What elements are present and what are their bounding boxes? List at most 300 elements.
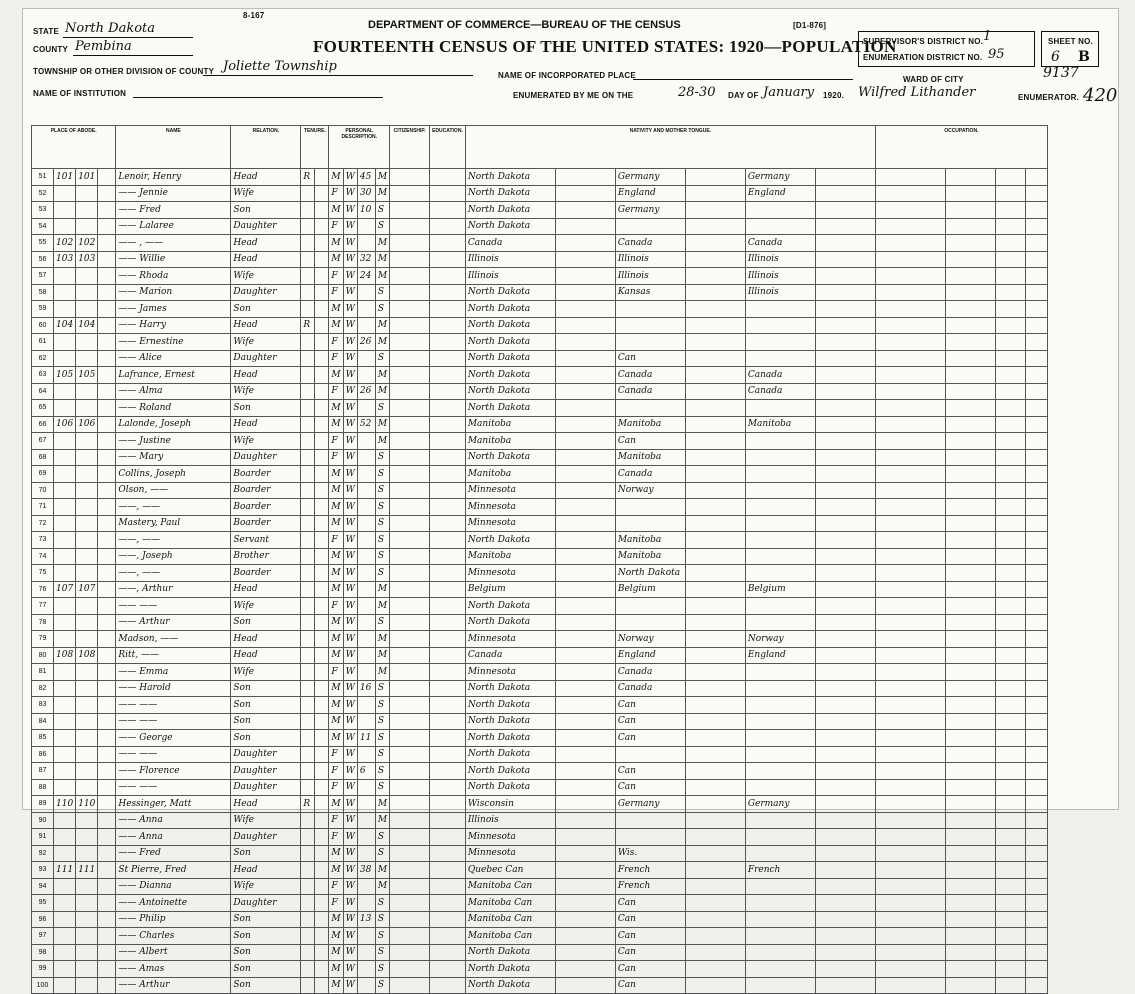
tenure bbox=[301, 647, 315, 664]
mother-tongue bbox=[555, 763, 615, 780]
citizenship bbox=[390, 334, 430, 351]
person-name: —— —— bbox=[116, 779, 231, 796]
father-birthplace: Can bbox=[615, 763, 685, 780]
father-tongue bbox=[685, 581, 745, 598]
relation: Son bbox=[231, 697, 301, 714]
tenure bbox=[301, 680, 315, 697]
dwelling-number bbox=[54, 631, 76, 648]
extra bbox=[1025, 185, 1047, 202]
blank bbox=[315, 680, 329, 697]
father-tongue bbox=[685, 449, 745, 466]
education bbox=[430, 779, 466, 796]
sex: M bbox=[329, 466, 343, 483]
relation: Son bbox=[231, 713, 301, 730]
employer bbox=[995, 482, 1025, 499]
tenure bbox=[301, 878, 315, 895]
extra bbox=[1025, 251, 1047, 268]
mother-tongue bbox=[555, 251, 615, 268]
blank bbox=[98, 532, 116, 549]
dwelling-number bbox=[54, 350, 76, 367]
blank bbox=[315, 400, 329, 417]
industry bbox=[945, 598, 995, 615]
race: W bbox=[343, 499, 357, 516]
race: W bbox=[343, 746, 357, 763]
race: W bbox=[343, 301, 357, 318]
tenure: R bbox=[301, 169, 315, 186]
relation: Son bbox=[231, 911, 301, 928]
family-number bbox=[76, 449, 98, 466]
col-place-of-abode: PLACE OF ABODE. bbox=[32, 126, 116, 169]
employer bbox=[995, 581, 1025, 598]
age bbox=[357, 647, 375, 664]
mother-tongue bbox=[555, 581, 615, 598]
father-birthplace: Manitoba bbox=[615, 532, 685, 549]
dwelling-number bbox=[54, 763, 76, 780]
race: W bbox=[343, 961, 357, 978]
person-name: —— Rhoda bbox=[116, 268, 231, 285]
dwelling-number bbox=[54, 680, 76, 697]
citizenship bbox=[390, 911, 430, 928]
mother-birthplace bbox=[745, 697, 815, 714]
occupation bbox=[875, 301, 945, 318]
father-tongue bbox=[685, 383, 745, 400]
father-tongue bbox=[685, 961, 745, 978]
citizenship bbox=[390, 169, 430, 186]
extra bbox=[1025, 350, 1047, 367]
mother-tongue bbox=[555, 169, 615, 186]
line-number: 95 bbox=[32, 895, 54, 912]
family-number bbox=[76, 284, 98, 301]
mother-birthplace bbox=[745, 730, 815, 747]
mother-tongue-2 bbox=[815, 730, 875, 747]
blank bbox=[98, 614, 116, 631]
employer bbox=[995, 944, 1025, 961]
citizenship bbox=[390, 416, 430, 433]
person-name: —— James bbox=[116, 301, 231, 318]
mother-birthplace bbox=[745, 515, 815, 532]
occupation bbox=[875, 763, 945, 780]
education bbox=[430, 383, 466, 400]
relation: Wife bbox=[231, 383, 301, 400]
line-number: 68 bbox=[32, 449, 54, 466]
father-tongue bbox=[685, 499, 745, 516]
father-tongue bbox=[685, 763, 745, 780]
mother-tongue-2 bbox=[815, 383, 875, 400]
line-number: 70 bbox=[32, 482, 54, 499]
marital-status: S bbox=[375, 482, 389, 499]
mother-birthplace bbox=[745, 664, 815, 681]
tenure: R bbox=[301, 317, 315, 334]
mother-birthplace bbox=[745, 548, 815, 565]
mother-birthplace: Illinois bbox=[745, 268, 815, 285]
person-name: —— Antoinette bbox=[116, 895, 231, 912]
father-birthplace: Manitoba bbox=[615, 416, 685, 433]
father-tongue bbox=[685, 911, 745, 928]
relation: Head bbox=[231, 251, 301, 268]
race: W bbox=[343, 169, 357, 186]
dwelling-number bbox=[54, 449, 76, 466]
table-row bbox=[32, 680, 1048, 697]
relation: Son bbox=[231, 400, 301, 417]
citizenship bbox=[390, 350, 430, 367]
father-tongue bbox=[685, 548, 745, 565]
race: W bbox=[343, 548, 357, 565]
marital-status: S bbox=[375, 829, 389, 846]
age bbox=[357, 218, 375, 235]
relation: Daughter bbox=[231, 350, 301, 367]
tenure bbox=[301, 763, 315, 780]
family-number bbox=[76, 878, 98, 895]
blank bbox=[315, 598, 329, 615]
person-name: Collins, Joseph bbox=[116, 466, 231, 483]
industry bbox=[945, 895, 995, 912]
blank bbox=[315, 268, 329, 285]
employer bbox=[995, 400, 1025, 417]
citizenship bbox=[390, 944, 430, 961]
father-birthplace: Canada bbox=[615, 664, 685, 681]
mother-tongue bbox=[555, 565, 615, 582]
dwelling-number bbox=[54, 878, 76, 895]
age: 11 bbox=[357, 730, 375, 747]
age bbox=[357, 977, 375, 994]
blank bbox=[315, 284, 329, 301]
education bbox=[430, 845, 466, 862]
mother-birthplace: French bbox=[745, 862, 815, 879]
table-row bbox=[32, 829, 1048, 846]
extra bbox=[1025, 713, 1047, 730]
tenure bbox=[301, 218, 315, 235]
line-number: 58 bbox=[32, 284, 54, 301]
tenure bbox=[301, 862, 315, 879]
family-number: 106 bbox=[76, 416, 98, 433]
sex: F bbox=[329, 664, 343, 681]
mother-tongue-2 bbox=[815, 565, 875, 582]
blank bbox=[315, 779, 329, 796]
father-tongue bbox=[685, 895, 745, 912]
father-tongue bbox=[685, 598, 745, 615]
mother-tongue-2 bbox=[815, 862, 875, 879]
father-tongue bbox=[685, 416, 745, 433]
education bbox=[430, 466, 466, 483]
mother-tongue bbox=[555, 268, 615, 285]
tenure bbox=[301, 515, 315, 532]
blank bbox=[98, 944, 116, 961]
blank bbox=[98, 317, 116, 334]
family-number bbox=[76, 185, 98, 202]
mother-tongue bbox=[555, 416, 615, 433]
dwelling-number bbox=[54, 433, 76, 450]
relation: Son bbox=[231, 928, 301, 945]
extra bbox=[1025, 268, 1047, 285]
dwelling-number: 104 bbox=[54, 317, 76, 334]
industry bbox=[945, 169, 995, 186]
family-number bbox=[76, 680, 98, 697]
marital-status: S bbox=[375, 548, 389, 565]
birthplace: North Dakota bbox=[465, 317, 555, 334]
person-name: —— Emma bbox=[116, 664, 231, 681]
mother-birthplace: England bbox=[745, 185, 815, 202]
education bbox=[430, 499, 466, 516]
marital-status: M bbox=[375, 796, 389, 813]
mother-tongue bbox=[555, 449, 615, 466]
employer bbox=[995, 631, 1025, 648]
employer bbox=[995, 812, 1025, 829]
tenure bbox=[301, 433, 315, 450]
occupation bbox=[875, 433, 945, 450]
line-number: 93 bbox=[32, 862, 54, 879]
citizenship bbox=[390, 367, 430, 384]
person-name: —— Florence bbox=[116, 763, 231, 780]
education bbox=[430, 730, 466, 747]
sex: F bbox=[329, 268, 343, 285]
person-name: —— Albert bbox=[116, 944, 231, 961]
employer bbox=[995, 317, 1025, 334]
table-row bbox=[32, 548, 1048, 565]
mother-tongue bbox=[555, 301, 615, 318]
table-row bbox=[32, 713, 1048, 730]
blank bbox=[315, 482, 329, 499]
line-number: 83 bbox=[32, 697, 54, 714]
table-row bbox=[32, 796, 1048, 813]
race: W bbox=[343, 614, 357, 631]
blank bbox=[315, 631, 329, 648]
family-number bbox=[76, 845, 98, 862]
blank bbox=[98, 185, 116, 202]
table-row bbox=[32, 746, 1048, 763]
employer bbox=[995, 565, 1025, 582]
line-number: 90 bbox=[32, 812, 54, 829]
blank bbox=[315, 928, 329, 945]
dwelling-number bbox=[54, 202, 76, 219]
mother-tongue bbox=[555, 482, 615, 499]
mother-tongue bbox=[555, 598, 615, 615]
family-number bbox=[76, 532, 98, 549]
mother-tongue-2 bbox=[815, 746, 875, 763]
age bbox=[357, 928, 375, 945]
blank bbox=[98, 730, 116, 747]
dwelling-number bbox=[54, 829, 76, 846]
race: W bbox=[343, 697, 357, 714]
dwelling-number: 103 bbox=[54, 251, 76, 268]
sex: M bbox=[329, 317, 343, 334]
mother-tongue bbox=[555, 928, 615, 945]
mother-tongue-2 bbox=[815, 235, 875, 252]
sex: M bbox=[329, 730, 343, 747]
father-tongue bbox=[685, 680, 745, 697]
age bbox=[357, 235, 375, 252]
marital-status: M bbox=[375, 185, 389, 202]
mother-tongue-2 bbox=[815, 367, 875, 384]
education bbox=[430, 482, 466, 499]
blank bbox=[315, 367, 329, 384]
birthplace: Minnesota bbox=[465, 499, 555, 516]
father-tongue bbox=[685, 251, 745, 268]
father-birthplace bbox=[615, 614, 685, 631]
age bbox=[357, 796, 375, 813]
occupation bbox=[875, 730, 945, 747]
birthplace: Minnesota bbox=[465, 482, 555, 499]
tenure bbox=[301, 944, 315, 961]
occupation bbox=[875, 845, 945, 862]
father-birthplace: England bbox=[615, 647, 685, 664]
tenure bbox=[301, 895, 315, 912]
occupation bbox=[875, 565, 945, 582]
employer bbox=[995, 383, 1025, 400]
mother-tongue bbox=[555, 499, 615, 516]
township-value: Joliette Township bbox=[223, 59, 337, 74]
extra bbox=[1025, 862, 1047, 879]
employer bbox=[995, 202, 1025, 219]
race: W bbox=[343, 416, 357, 433]
blank bbox=[98, 779, 116, 796]
mother-birthplace bbox=[745, 482, 815, 499]
mother-birthplace: Illinois bbox=[745, 284, 815, 301]
education bbox=[430, 202, 466, 219]
father-tongue bbox=[685, 829, 745, 846]
citizenship bbox=[390, 664, 430, 681]
sex: M bbox=[329, 565, 343, 582]
line-number: 78 bbox=[32, 614, 54, 631]
father-tongue bbox=[685, 466, 745, 483]
line-number: 74 bbox=[32, 548, 54, 565]
extra bbox=[1025, 812, 1047, 829]
father-tongue bbox=[685, 218, 745, 235]
citizenship bbox=[390, 845, 430, 862]
relation: Boarder bbox=[231, 565, 301, 582]
father-birthplace: Norway bbox=[615, 631, 685, 648]
extra bbox=[1025, 730, 1047, 747]
blank bbox=[315, 350, 329, 367]
citizenship bbox=[390, 928, 430, 945]
father-tongue bbox=[685, 713, 745, 730]
age bbox=[357, 301, 375, 318]
line-number: 82 bbox=[32, 680, 54, 697]
employer bbox=[995, 730, 1025, 747]
employer bbox=[995, 235, 1025, 252]
table-row bbox=[32, 367, 1048, 384]
age bbox=[357, 614, 375, 631]
industry bbox=[945, 911, 995, 928]
occupation bbox=[875, 647, 945, 664]
father-tongue bbox=[685, 812, 745, 829]
citizenship bbox=[390, 251, 430, 268]
marital-status: S bbox=[375, 911, 389, 928]
sex: M bbox=[329, 961, 343, 978]
industry bbox=[945, 680, 995, 697]
tenure bbox=[301, 779, 315, 796]
occupation bbox=[875, 251, 945, 268]
dwelling-number bbox=[54, 911, 76, 928]
age: 30 bbox=[357, 185, 375, 202]
col-nativity: NATIVITY AND MOTHER TONGUE. bbox=[465, 126, 875, 169]
sex: M bbox=[329, 400, 343, 417]
education bbox=[430, 614, 466, 631]
citizenship bbox=[390, 185, 430, 202]
family-number bbox=[76, 977, 98, 994]
age bbox=[357, 961, 375, 978]
industry bbox=[945, 845, 995, 862]
family-number: 107 bbox=[76, 581, 98, 598]
employer bbox=[995, 433, 1025, 450]
table-row bbox=[32, 235, 1048, 252]
father-tongue bbox=[685, 697, 745, 714]
occupation bbox=[875, 928, 945, 945]
age bbox=[357, 565, 375, 582]
race: W bbox=[343, 532, 357, 549]
employer bbox=[995, 961, 1025, 978]
dwelling-number bbox=[54, 730, 76, 747]
education bbox=[430, 334, 466, 351]
blank bbox=[315, 614, 329, 631]
age: 24 bbox=[357, 268, 375, 285]
blank bbox=[98, 218, 116, 235]
person-name: —— Arthur bbox=[116, 977, 231, 994]
age bbox=[357, 713, 375, 730]
marital-status: S bbox=[375, 697, 389, 714]
mother-birthplace bbox=[745, 763, 815, 780]
industry bbox=[945, 631, 995, 648]
birthplace: Manitoba Can bbox=[465, 895, 555, 912]
mother-birthplace bbox=[745, 499, 815, 516]
occupation bbox=[875, 334, 945, 351]
citizenship bbox=[390, 499, 430, 516]
race: W bbox=[343, 235, 357, 252]
col-relation: RELATION. bbox=[231, 126, 301, 169]
birthplace: North Dakota bbox=[465, 169, 555, 186]
sex: F bbox=[329, 350, 343, 367]
blank bbox=[98, 664, 116, 681]
extra bbox=[1025, 614, 1047, 631]
occupation bbox=[875, 268, 945, 285]
industry bbox=[945, 235, 995, 252]
blank bbox=[315, 746, 329, 763]
birthplace: North Dakota bbox=[465, 350, 555, 367]
industry bbox=[945, 977, 995, 994]
table-row bbox=[32, 944, 1048, 961]
line-number: 51 bbox=[32, 169, 54, 186]
father-birthplace: Can bbox=[615, 713, 685, 730]
blank bbox=[315, 812, 329, 829]
blank bbox=[98, 895, 116, 912]
relation: Daughter bbox=[231, 218, 301, 235]
relation: Son bbox=[231, 614, 301, 631]
relation: Head bbox=[231, 367, 301, 384]
race: W bbox=[343, 383, 357, 400]
relation: Daughter bbox=[231, 895, 301, 912]
race: W bbox=[343, 911, 357, 928]
occupation bbox=[875, 317, 945, 334]
mother-tongue-2 bbox=[815, 614, 875, 631]
table-row bbox=[32, 647, 1048, 664]
sex: F bbox=[329, 763, 343, 780]
education bbox=[430, 284, 466, 301]
father-tongue bbox=[685, 433, 745, 450]
relation: Wife bbox=[231, 185, 301, 202]
employer bbox=[995, 614, 1025, 631]
relation: Wife bbox=[231, 598, 301, 615]
race: W bbox=[343, 581, 357, 598]
line-number: 92 bbox=[32, 845, 54, 862]
person-name: Hessinger, Matt bbox=[116, 796, 231, 813]
citizenship bbox=[390, 895, 430, 912]
sex: M bbox=[329, 301, 343, 318]
citizenship bbox=[390, 301, 430, 318]
father-birthplace: Illinois bbox=[615, 268, 685, 285]
occupation bbox=[875, 796, 945, 813]
race: W bbox=[343, 268, 357, 285]
mother-tongue bbox=[555, 746, 615, 763]
family-number bbox=[76, 218, 98, 235]
